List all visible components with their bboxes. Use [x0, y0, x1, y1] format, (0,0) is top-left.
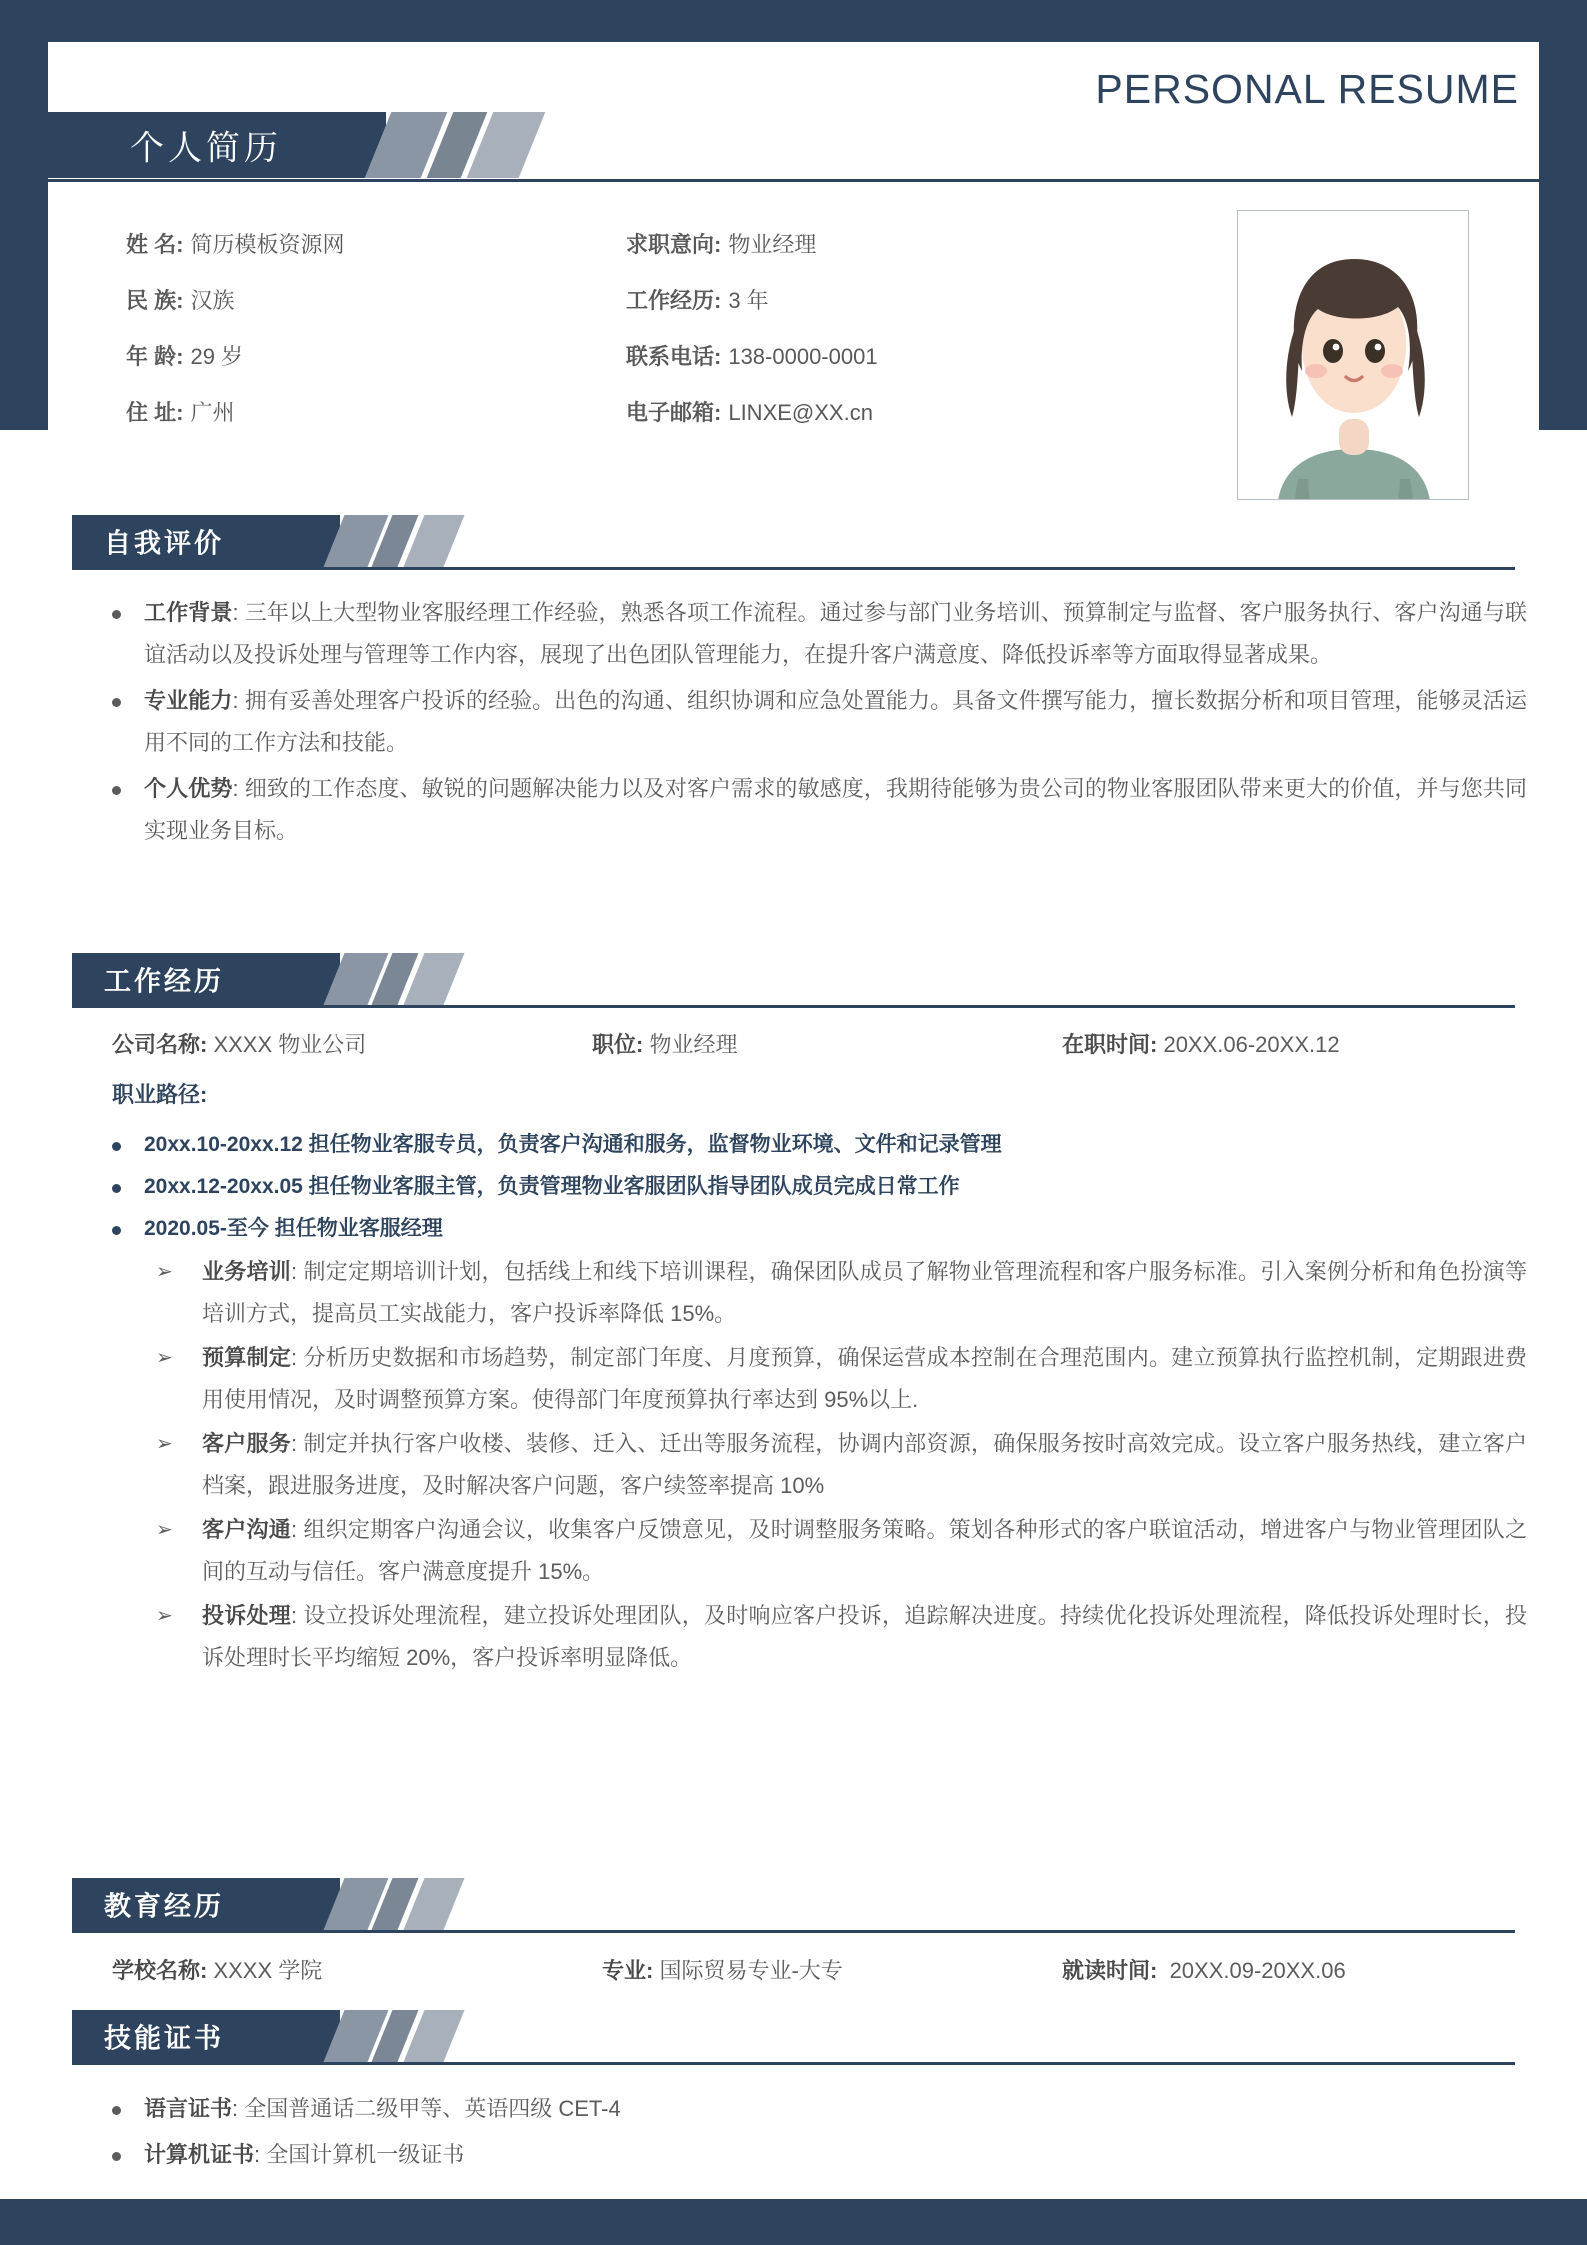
work-company-row	[112, 1028, 1532, 1059]
list-item	[148, 1423, 1527, 1507]
info-field-ethnicity	[126, 284, 626, 315]
skills-body	[72, 2088, 1527, 2180]
career-path-label: 职业路径:	[112, 1082, 208, 1107]
company-value: XXXX 物业公司	[213, 1032, 367, 1057]
list-item	[148, 1595, 1527, 1679]
section-header-work-experience	[72, 953, 1515, 1005]
section-title: 自我评价	[104, 528, 224, 559]
avatar-illustration	[1238, 211, 1469, 500]
duty-text: : 制定并执行客户收楼、装修、迁入、迁出等服务流程，协调内部资源，确保服务按时高效完成。设立客户服务热线，建立客户档案，跟进服务进度，及时解决客户问题，客户续签率提高 10%	[202, 1431, 1527, 1498]
info-label: 工作经历:	[626, 288, 722, 313]
bullet-label: 工作背景	[144, 600, 233, 625]
page-title-en: PERSONAL RESUME	[1095, 66, 1519, 112]
duty-label: 客户沟通	[202, 1517, 292, 1542]
header-rule	[48, 179, 1539, 182]
skill-text: : 全国计算机一级证书	[254, 2142, 465, 2167]
info-value: 汉族	[190, 288, 235, 313]
info-field-email	[626, 396, 1146, 427]
position-field	[592, 1028, 1062, 1059]
info-label: 姓 名:	[126, 232, 184, 257]
frame-right-bar	[1539, 0, 1587, 430]
bullet-label: 个人优势	[144, 776, 233, 801]
duty-label: 预算制定	[202, 1345, 292, 1370]
list-item	[72, 2088, 1527, 2130]
career-path-body	[72, 1125, 1527, 1681]
education-row	[112, 1954, 1532, 1985]
info-field-experience	[626, 284, 1146, 315]
list-item	[72, 768, 1527, 852]
bullet-text: : 拥有妥善处理客户投诉的经验。出色的沟通、组织协调和应急处置能力。具备文件撰写能力，擅长数据分析和项目管理，能够灵活运用不同的工作方法和技能。	[144, 688, 1527, 755]
section-title: 教育经历	[104, 1891, 224, 1922]
major-field	[602, 1954, 1062, 1985]
career-path-list	[72, 1125, 1527, 1249]
major-value: 国际贸易专业-大专	[659, 1958, 843, 1983]
duty-text: : 组织定期客户沟通会议，收集客户反馈意见，及时调整服务策略。策划各种形式的客户联谊活动，增进客户与物业管理团队之间的互动与信任。客户满意度提升 15%。	[202, 1517, 1527, 1584]
school-field	[112, 1954, 602, 1985]
duty-label: 投诉处理	[202, 1603, 292, 1628]
bullet-text: : 三年以上大型物业客服经理工作经验，熟悉各项工作流程。通过参与部门业务培训、预算制定与监督、客户服务执行、客户沟通与联谊活动以及投诉处理与管理等工作内容，展现了出色团队管理能力，在提升客户满意度、降低投诉率等方面取得显著成果。	[144, 600, 1527, 667]
frame-top-bar	[0, 0, 1587, 42]
work-period-field	[1062, 1028, 1340, 1059]
section-header-skills	[72, 2010, 1515, 2062]
info-field-address	[126, 396, 626, 427]
list-item: 20xx.12-20xx.05 担任物业客服主管，负责管理物业客服团队指导团队成员完成日常工作	[72, 1167, 1527, 1207]
study-period-field	[1062, 1954, 1346, 1985]
info-label: 民 族:	[126, 288, 184, 313]
info-row	[126, 284, 1226, 315]
section-title: 工作经历	[104, 966, 224, 997]
study-period-label: 就读时间:	[1062, 1958, 1158, 1983]
frame-bottom-bar	[0, 2199, 1587, 2245]
info-field-phone	[626, 340, 1146, 371]
info-label: 电子邮箱:	[626, 400, 722, 425]
section-title: 技能证书	[104, 2023, 224, 2054]
company-field	[112, 1028, 592, 1059]
section-header-self-evaluation	[72, 515, 1515, 567]
duty-text: : 设立投诉处理流程，建立投诉处理团队，及时响应客户投诉，追踪解决进度。持续优化投诉处理流程，降低投诉处理时长，投诉处理时长平均缩短 20%，客户投诉率明显降低。	[202, 1603, 1527, 1670]
position-value: 物业经理	[649, 1032, 738, 1057]
duty-text: : 分析历史数据和市场趋势，制定部门年度、月度预算，确保运营成本控制在合理范围内。建立预算执行监控机制，定期跟进费用使用情况，及时调整预算方案。使得部门年度预算执行率达到 95%以上.	[202, 1345, 1527, 1412]
duties-list	[148, 1251, 1527, 1679]
self-evaluation-body	[72, 592, 1527, 856]
position-label: 职位:	[592, 1032, 644, 1057]
frame-left-bar	[0, 0, 48, 430]
info-field-job-target	[626, 228, 1146, 259]
duty-label: 客户服务	[202, 1431, 292, 1456]
bullet-label: 专业能力	[144, 688, 233, 713]
info-value: 29 岁	[190, 344, 244, 369]
list-item	[148, 1509, 1527, 1593]
list-item	[72, 2134, 1527, 2176]
duty-text: : 制定定期培训计划，包括线上和线下培训课程，确保团队成员了解物业管理流程和客户服务标准。引入案例分析和角色扮演等培训方式，提高员工实战能力，客户投诉率降低 15%。	[202, 1259, 1527, 1326]
avatar	[1237, 210, 1469, 500]
section-rule	[72, 1930, 1515, 1933]
work-period-value: 20XX.06-20XX.12	[1163, 1032, 1340, 1057]
info-row	[126, 396, 1226, 427]
study-period-value: 20XX.09-20XX.06	[1169, 1958, 1346, 1983]
info-field-age	[126, 340, 626, 371]
list-item	[72, 680, 1527, 764]
list-item: 20xx.10-20xx.12 担任物业客服专员，负责客户沟通和服务，监督物业环境、文件和记录管理	[72, 1125, 1527, 1165]
info-value: 简历模板资源网	[190, 232, 345, 257]
skills-list	[72, 2088, 1527, 2176]
section-header-education	[72, 1878, 1515, 1930]
self-evaluation-list	[72, 592, 1527, 852]
list-item	[148, 1251, 1527, 1335]
list-item: 2020.05-至今 担任物业客服经理	[72, 1209, 1527, 1249]
personal-info-grid	[126, 228, 1226, 452]
skill-text: : 全国普通话二级甲等、英语四级 CET-4	[232, 2096, 621, 2121]
info-value: 物业经理	[728, 232, 817, 257]
skill-label: 计算机证书	[144, 2142, 255, 2167]
info-value: 3 年	[728, 288, 769, 313]
info-row	[126, 228, 1226, 259]
bullet-text: : 细致的工作态度、敏锐的问题解决能力以及对客户需求的敏感度，我期待能够为贵公司的物业客服团队带来更大的价值，并与您共同实现业务目标。	[144, 776, 1527, 843]
info-label: 住 址:	[126, 400, 184, 425]
page-title-cn: 个人简历	[130, 129, 282, 168]
info-label: 求职意向:	[626, 232, 722, 257]
school-label: 学校名称:	[112, 1958, 208, 1983]
info-value: 138-0000-0001	[728, 344, 878, 369]
info-label: 年 龄:	[126, 344, 184, 369]
info-row	[126, 340, 1226, 371]
work-period-label: 在职时间:	[1062, 1032, 1158, 1057]
duty-label: 业务培训	[202, 1259, 292, 1284]
info-value: LINXE@XX.cn	[728, 400, 873, 425]
info-value: 广州	[190, 400, 235, 425]
header-banner	[48, 66, 1539, 178]
info-label: 联系电话:	[626, 344, 722, 369]
section-rule	[72, 567, 1515, 570]
info-field-name	[126, 228, 626, 259]
school-value: XXXX 学院	[213, 1958, 323, 1983]
section-rule	[72, 1005, 1515, 1008]
frame-bottom-gap	[0, 2189, 1587, 2199]
section-rule	[72, 2062, 1515, 2065]
company-label: 公司名称:	[112, 1032, 208, 1057]
skill-label: 语言证书	[144, 2096, 233, 2121]
list-item	[148, 1337, 1527, 1421]
list-item	[72, 592, 1527, 676]
major-label: 专业:	[602, 1958, 654, 1983]
